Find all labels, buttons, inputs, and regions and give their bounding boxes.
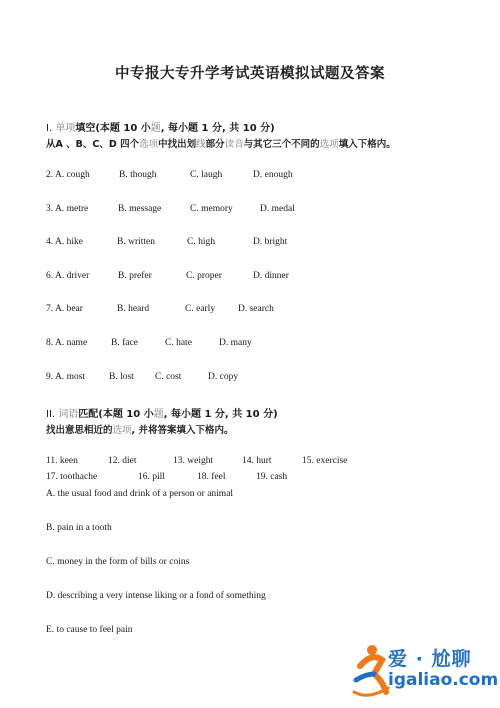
definition-c: C. money in the form of bills or coins xyxy=(46,557,190,567)
word-item: 15. exercise xyxy=(302,456,348,466)
section-1-meta-a: (本题 10 小 xyxy=(95,123,151,134)
word-item: 18. feel xyxy=(197,472,226,482)
instr-part: 找出意思相近的 xyxy=(46,425,113,436)
option-b: B. heard xyxy=(117,304,150,314)
option-a: 8. A. name xyxy=(46,338,88,348)
instr-part: 选项 xyxy=(319,139,339,150)
option-d: D. bright xyxy=(253,237,288,247)
option-b: B. prefer xyxy=(118,271,152,281)
word-item: 16. pill xyxy=(138,472,165,482)
section-2-meta-b: 题 xyxy=(153,409,164,420)
definition-a: A. the usual food and drink of a person or animal xyxy=(46,489,234,499)
word-item: 12. diet xyxy=(108,456,137,466)
instr-part: 选项 xyxy=(139,139,159,150)
section-2-meta-c: , 每小题 1 分, 共 10 分) xyxy=(163,409,278,420)
section-2-roman: II. xyxy=(46,409,56,420)
option-d: D. many xyxy=(219,338,252,348)
section-2-meta-a: (本题 10 小 xyxy=(98,409,154,420)
option-b: B. though xyxy=(119,170,157,180)
logo-text: 爱 · 尬聊 xyxy=(388,648,472,670)
section-1-meta-c: , 每小题 1 分, 共 10 分) xyxy=(160,123,275,134)
section-1-name-suffix: 填空 xyxy=(75,123,96,134)
section-2-header xyxy=(46,405,278,420)
section-2-instruction xyxy=(46,422,233,436)
definition-b: B. pain in a tooth xyxy=(46,523,112,533)
page-title: 中专报大专升学考试英语模拟试题及答案 xyxy=(115,66,385,82)
option-d: D. medal xyxy=(260,204,295,214)
instr-part: 填入下格内。 xyxy=(338,139,396,150)
option-a: 3. A. metre xyxy=(46,204,89,214)
definition-e: E. to cause to feel pain xyxy=(46,625,133,635)
definition-d: D. describing a very intense liking or a fond of something xyxy=(46,591,266,601)
instr-part: 线 xyxy=(196,139,206,150)
instr-part: 与其它三个不同的 xyxy=(243,139,320,150)
option-c: C. high xyxy=(187,237,215,247)
option-b: B. face xyxy=(111,338,138,348)
logo-url: igaliao.com xyxy=(388,670,499,690)
section-2-name-suffix: 匹配 xyxy=(78,409,99,420)
option-c: C. laugh xyxy=(190,170,223,180)
option-b: B. message xyxy=(118,204,162,214)
word-item: 14. hurt xyxy=(242,456,272,466)
section-1-instruction xyxy=(46,136,396,150)
section-1-name: 单项 xyxy=(55,123,76,134)
section-1-roman: I. xyxy=(46,123,53,134)
option-c: C. memory xyxy=(190,204,233,214)
option-d: D. enough xyxy=(253,170,293,180)
option-d: D. search xyxy=(238,304,274,314)
instr-part: 部分 xyxy=(205,139,225,150)
instr-part: 从A 、B、C、D 四个 xyxy=(46,139,140,150)
section-1-header xyxy=(46,119,275,134)
word-item: 13. weight xyxy=(173,456,214,466)
option-a: 6. A. driver xyxy=(46,271,90,281)
option-c: C. cost xyxy=(155,372,182,382)
word-item: 11. keen xyxy=(46,456,78,466)
word-item: 17. toothache xyxy=(46,472,98,482)
section-1-meta-b: 题 xyxy=(150,123,161,134)
option-a: 2. A. cough xyxy=(46,170,90,180)
option-b: B. written xyxy=(117,237,155,247)
option-c: C. early xyxy=(185,304,216,314)
option-a: 9. A. most xyxy=(46,372,86,382)
section-2-name: 词语 xyxy=(58,409,79,420)
instr-part: 中找出划 xyxy=(158,139,197,150)
instr-part: 选项 xyxy=(112,425,132,436)
option-a: 4. A. hike xyxy=(46,237,83,247)
option-d: D. dinner xyxy=(253,271,289,281)
word-item: 19. cash xyxy=(256,472,288,482)
option-c: C. proper xyxy=(186,271,222,281)
instr-part: 读音 xyxy=(224,139,244,150)
instr-part: , 并将答案填入下格内。 xyxy=(131,425,234,436)
option-d: D. copy xyxy=(208,372,239,382)
option-b: B. lost xyxy=(109,372,134,382)
option-a: 7. A. bear xyxy=(46,304,83,314)
option-c: C. hate xyxy=(165,338,192,348)
